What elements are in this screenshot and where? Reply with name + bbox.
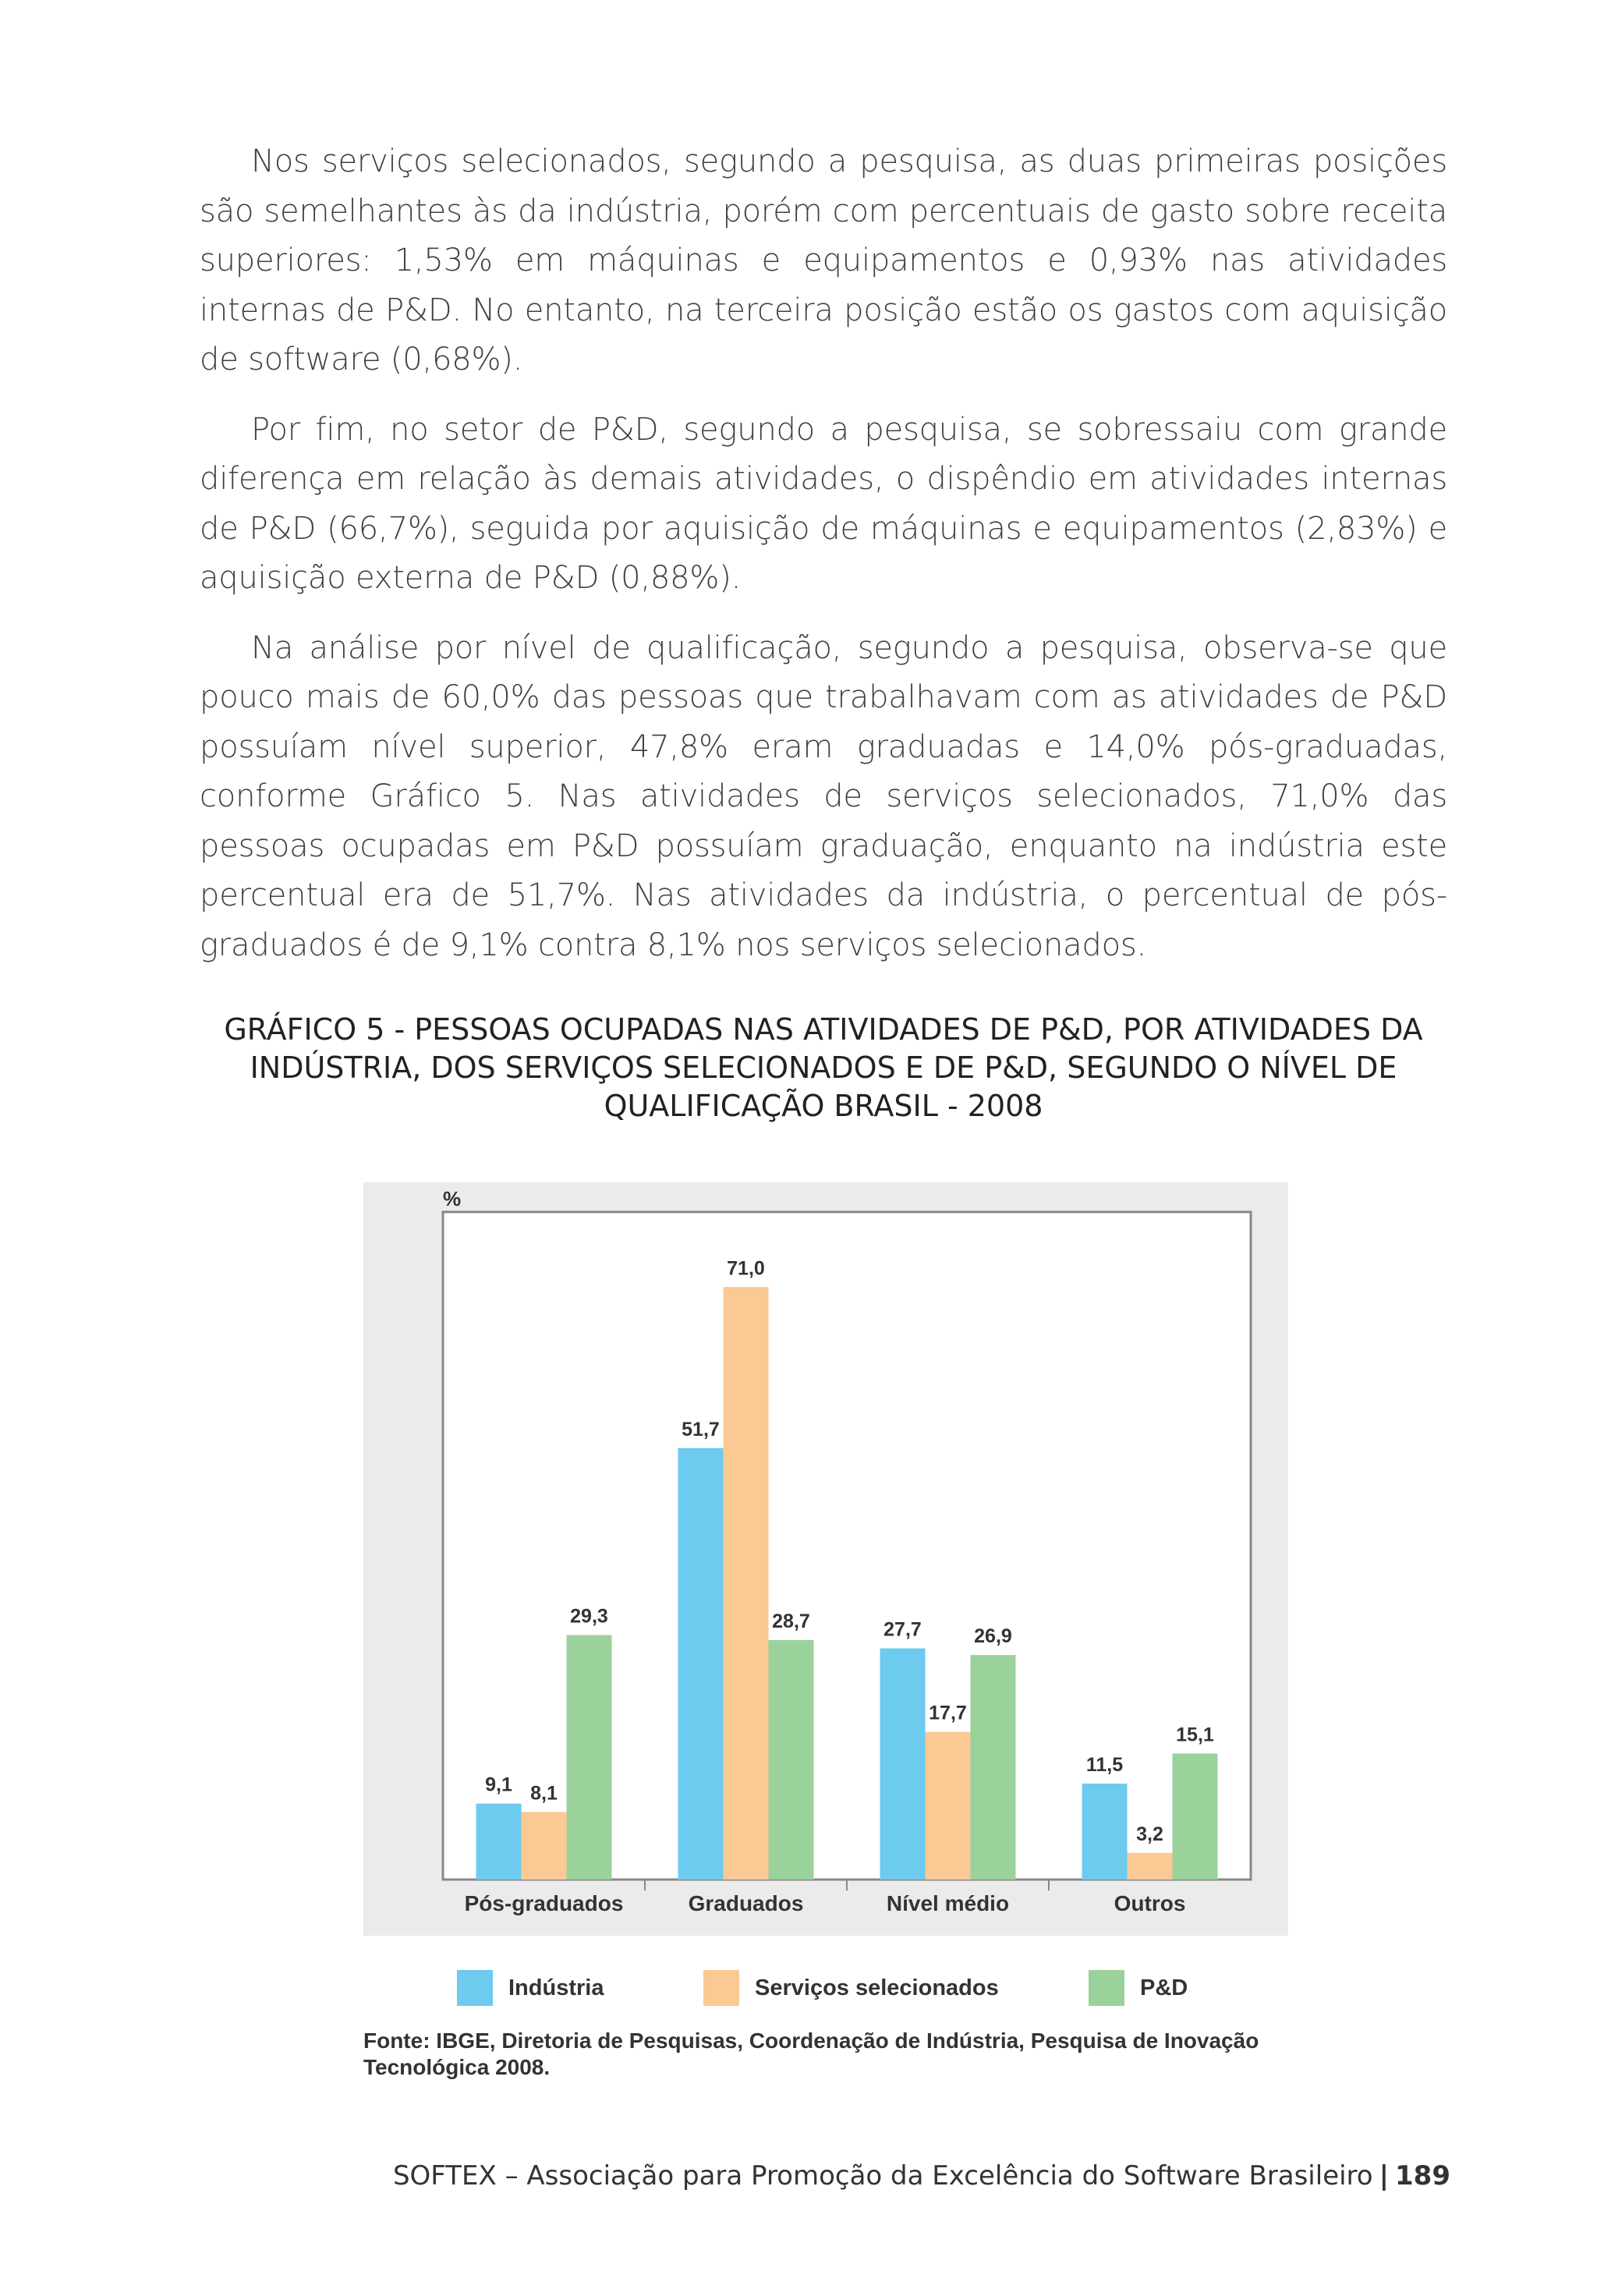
data-label: 26,9 (974, 1625, 1012, 1648)
data-label: 51,7 (682, 1418, 720, 1440)
data-label: 29,3 (570, 1605, 608, 1628)
data-label: 3,2 (1136, 1823, 1163, 1845)
legend-item-servicos (703, 1967, 999, 2009)
legend-item-industria (457, 1967, 604, 2009)
bar-chart (363, 1182, 1288, 1936)
footer-separator: | (1379, 2160, 1390, 2191)
data-label: 27,7 (883, 1618, 922, 1641)
bar (769, 1640, 814, 1880)
bar (476, 1804, 522, 1880)
bar (1082, 1784, 1128, 1880)
chart-legend (363, 1967, 1288, 2009)
bar (724, 1287, 769, 1880)
bar (1128, 1853, 1173, 1880)
figure-title: GRÁFICO 5 - PESSOAS OCUPADAS NAS ATIVIDADES DE P&D, POR ATIVIDADES DA INDÚSTRIA, DOS SERVIÇOS SELECIONADOS E DE P&D, SEGUNDO O NÍVEL DE QUALIFICAÇÃO BRASIL - 2008 (224, 1012, 1423, 1123)
bar (1173, 1753, 1218, 1880)
data-label: 15,1 (1176, 1724, 1214, 1746)
legend-label-ped: P&D (1140, 1975, 1188, 2000)
paragraph-3: Na análise por nível de qualificação, segundo a pesquisa, observa-se que pouco mais de 60,0% das pessoas que trabalhavam com as atividades de P&D possuíam nível superior, 47,8% eram graduadas e 14,0% pós-graduadas, conforme Gráfico 5. Nas atividades de serviços selecionados, 71,0% das pessoas ocupadas em P&D possuíam graduação, enquanto na indústria este percentual era de 51,7%. Nas atividades da indústria, o percentual de pós-graduados é de 9,1% contra 8,1% nos serviços selecionados. (200, 629, 1447, 963)
bar (926, 1732, 971, 1880)
bar (971, 1655, 1016, 1880)
data-label: 28,7 (772, 1610, 810, 1632)
legend-swatch-servicos (703, 1970, 739, 2006)
page-footer (200, 2160, 1450, 2191)
data-label: 9,1 (485, 1773, 512, 1796)
footer-text: SOFTEX – Associação para Promoção da Excelência do Software Brasileiro (392, 2160, 1373, 2191)
legend-swatch-industria (457, 1970, 493, 2006)
chart-source: Fonte: IBGE, Diretoria de Pesquisas, Coordenação de Indústria, Pesquisa de Inovação Tecnológica 2008. (363, 2028, 1259, 2079)
y-axis-label: % (443, 1187, 462, 1210)
paragraph-1: Nos serviços selecionados, segundo a pesquisa, as duas primeiras posições são semelhantes às da indústria, porém com percentuais de gasto sobre receita superiores: 1,53% em máquinas e equipamentos e 0,93% nas atividades internas de P&D. No entanto, na terceira posição estão os gastos com aquisição de software (0,68%). (200, 144, 1447, 377)
data-label: 8,1 (530, 1782, 558, 1805)
x-tick-label: Nível médio (886, 1891, 1010, 1915)
bar (880, 1649, 926, 1880)
bar (522, 1812, 567, 1880)
x-tick-label: Graduados (688, 1891, 804, 1915)
legend-item-ped (1089, 1967, 1188, 2009)
bar (678, 1448, 724, 1880)
data-label: 17,7 (929, 1702, 967, 1724)
body-text (200, 137, 1447, 990)
legend-label-industria: Indústria (508, 1975, 604, 2000)
plot-area (443, 1212, 1251, 1880)
x-tick-label: Outros (1114, 1891, 1186, 1915)
legend-swatch-ped (1089, 1970, 1124, 2006)
x-tick-label: Pós-graduados (464, 1891, 624, 1915)
paragraph-2: Por fim, no setor de P&D, segundo a pesquisa, se sobressaiu com grande diferença em relação às demais atividades, o dispêndio em atividades internas de P&D (66,7%), seguida por aquisição de máquinas e equipamentos (2,83%) e aquisição externa de P&D (0,88%). (200, 411, 1447, 596)
legend-label-servicos: Serviços selecionados (755, 1975, 999, 2000)
data-label: 71,0 (727, 1257, 765, 1280)
page-number: 189 (1395, 2160, 1450, 2191)
data-label: 11,5 (1085, 1753, 1124, 1776)
bar (567, 1635, 612, 1880)
